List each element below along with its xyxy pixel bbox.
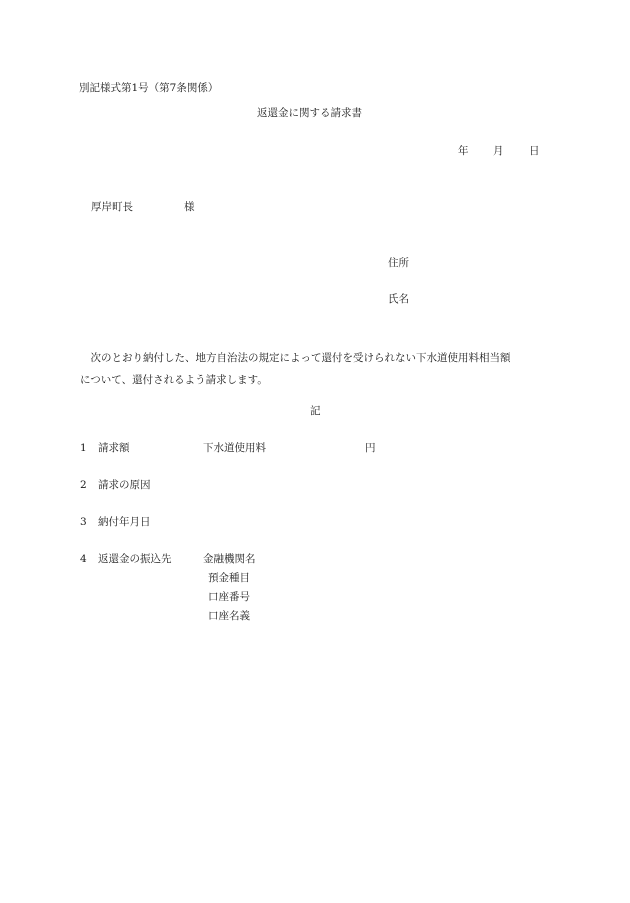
address-label: 住所 (388, 257, 409, 269)
year-label: 年 (458, 145, 469, 157)
month-label: 月 (493, 145, 504, 157)
item-2-number: 2 (80, 479, 87, 491)
addressee-honorific: 様 (184, 201, 195, 213)
bank-name-label: 金融機関名 (203, 553, 256, 565)
day-label: 日 (529, 145, 540, 157)
ki-label: 記 (310, 405, 321, 417)
item-1-unit: 円 (365, 442, 376, 454)
name-label: 氏名 (388, 293, 409, 305)
item-3-number: 3 (80, 516, 87, 528)
item-4-number: 4 (80, 553, 87, 565)
item-1-number: 1 (80, 442, 87, 454)
deposit-type-label: 預金種目 (208, 572, 250, 584)
document-title: 返還金に関する請求書 (257, 107, 362, 119)
request-body-line-2: について、還付されるよう請求します。 (80, 374, 268, 386)
item-4-label: 返還金の振込先 (98, 553, 172, 565)
request-body (80, 347, 560, 391)
account-holder-label: 口座名義 (208, 610, 250, 622)
form-number: 別記様式第1号（第7条関係） (79, 82, 219, 94)
item-1-detail: 下水道使用料 (203, 442, 266, 454)
addressee-name: 厚岸町長 (91, 201, 133, 213)
item-3-label: 納付年月日 (98, 516, 151, 528)
item-1-label: 請求額 (98, 442, 130, 454)
request-body-line-1: 次のとおり納付した、地方自治法の規定によって還付を受けられない下水道使用料相当額 (80, 352, 511, 364)
account-number-label: 口座番号 (208, 591, 250, 603)
item-2-label: 請求の原因 (98, 479, 151, 491)
